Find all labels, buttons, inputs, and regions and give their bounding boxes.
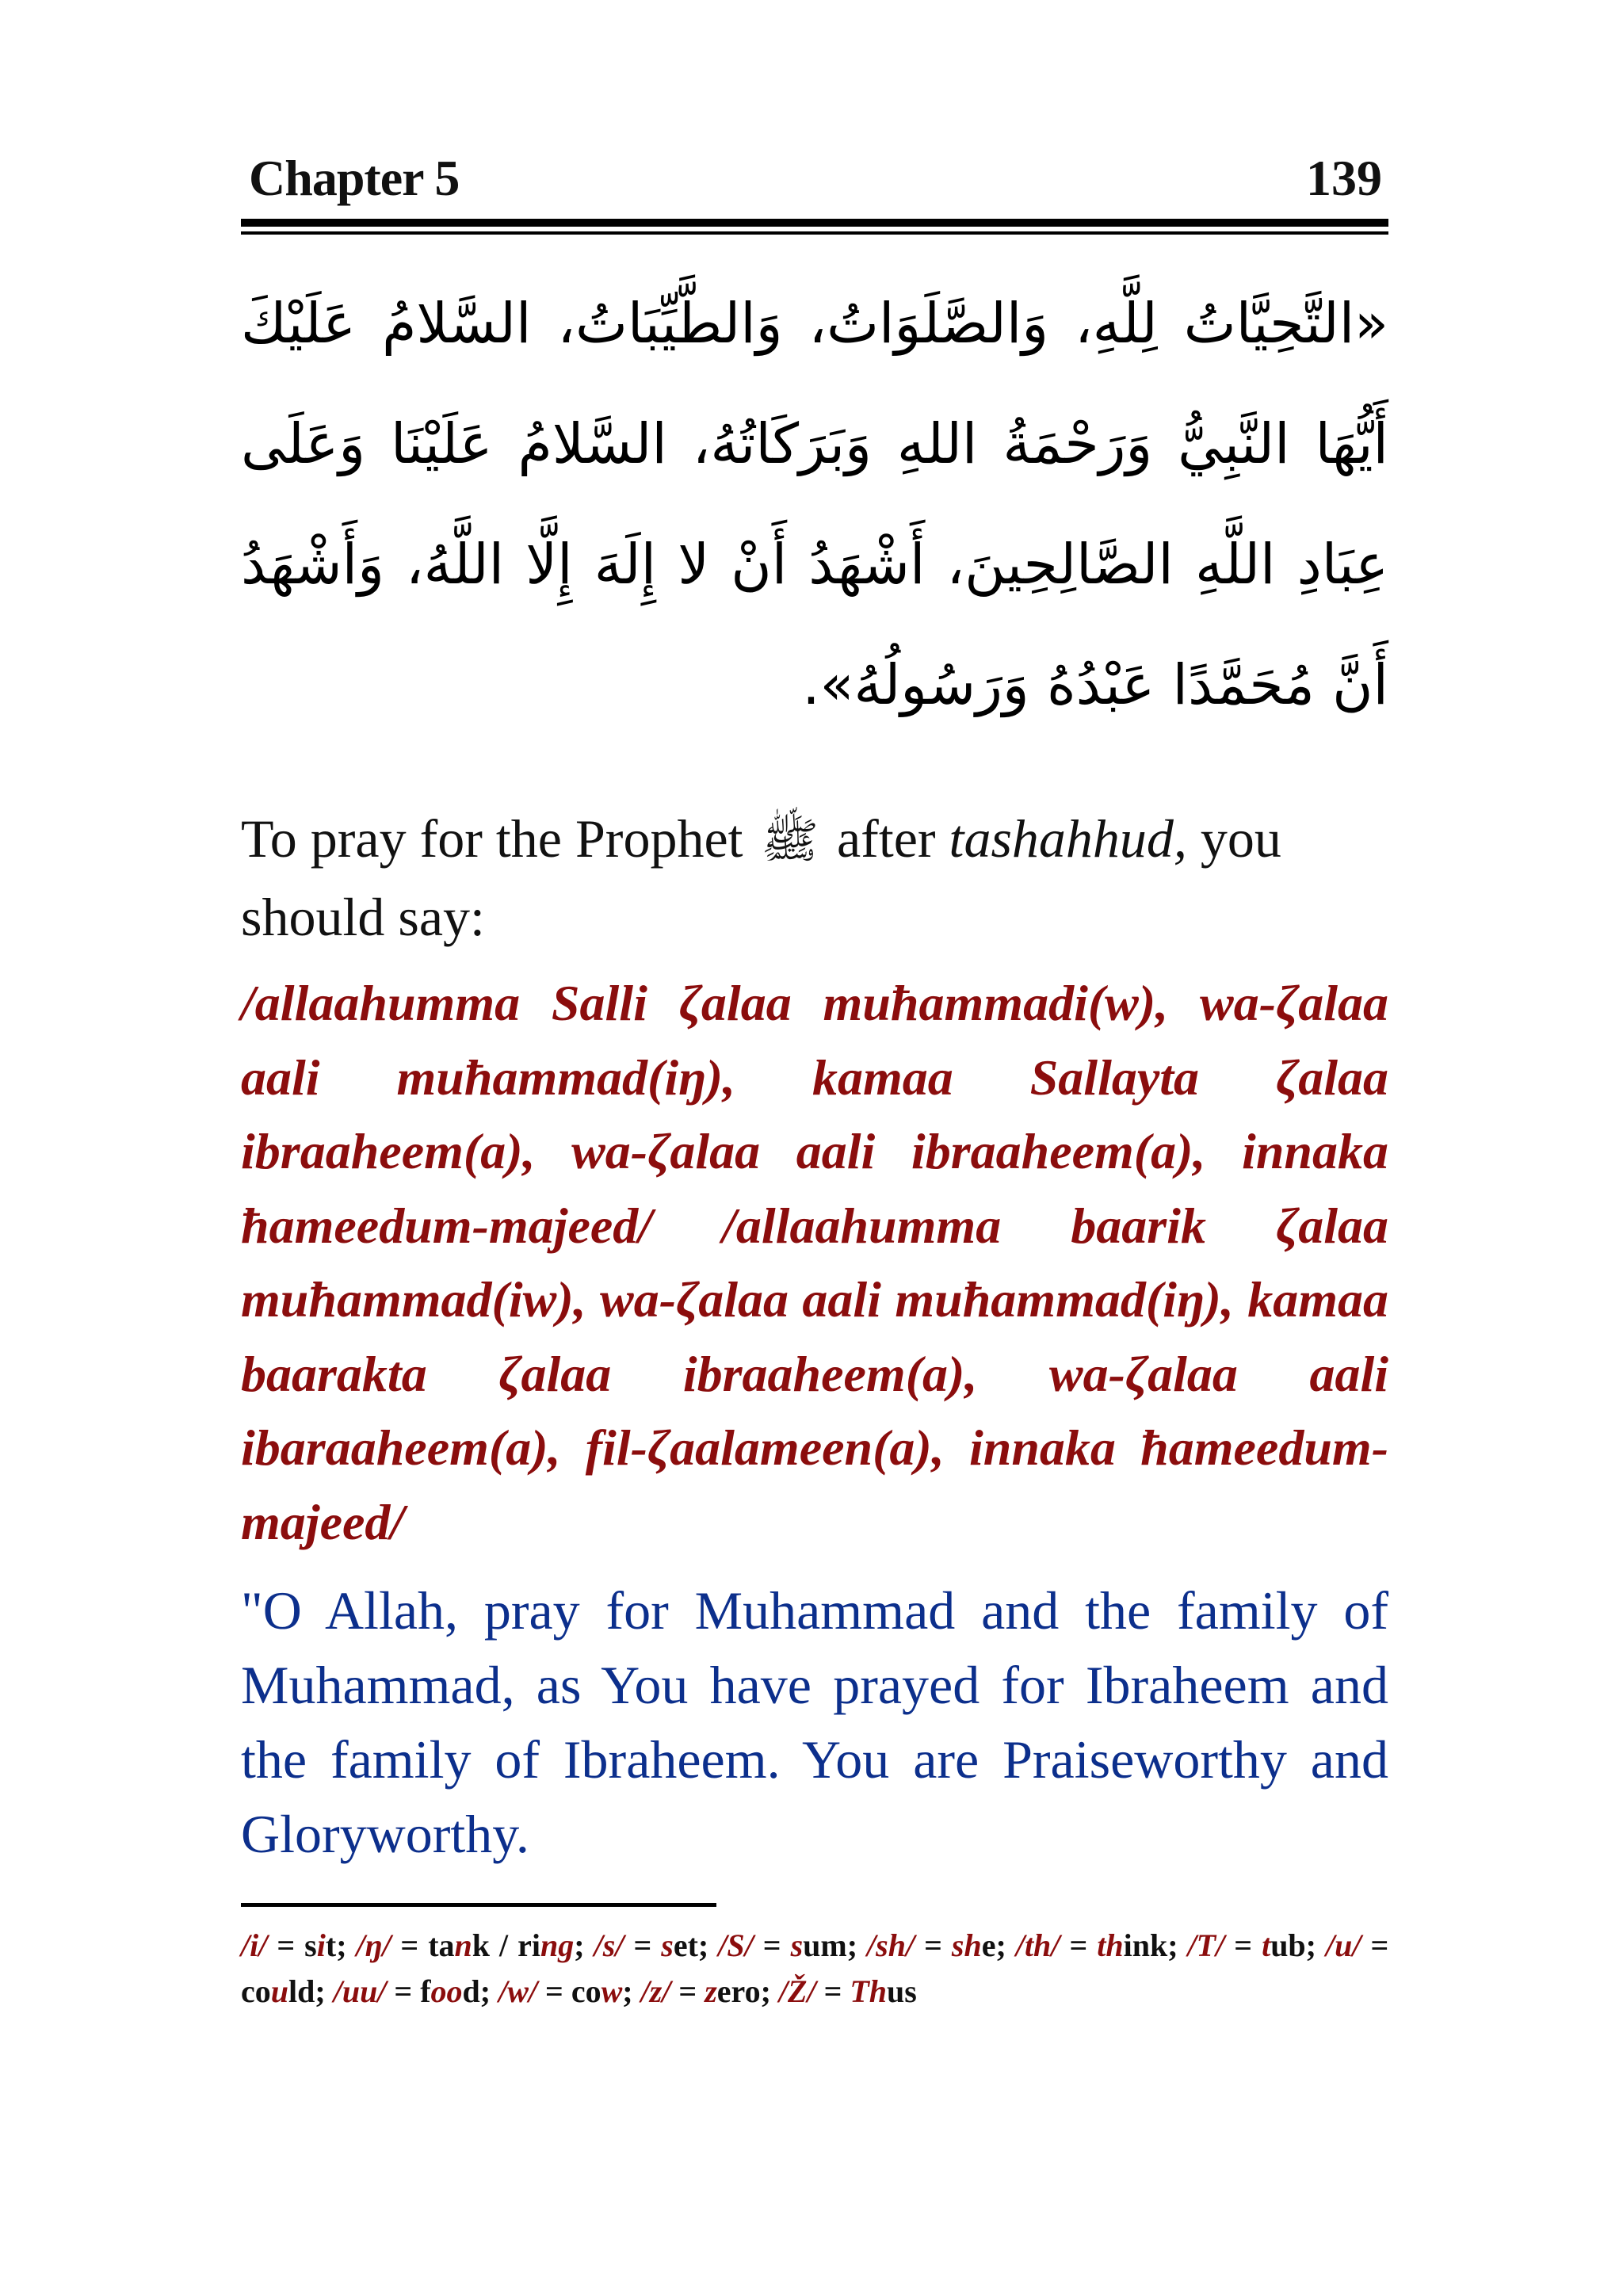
footnote-example-highlight: ng xyxy=(540,1927,575,1963)
intro-part-1: To pray for the Prophet xyxy=(241,808,743,869)
footnote-equals: = xyxy=(545,1973,563,2009)
salawat-icon: ﷺ xyxy=(761,815,819,867)
footnote-entry xyxy=(1188,1927,1316,1963)
footnote-example-highlight: s xyxy=(661,1927,674,1963)
footnote-example-highlight: n xyxy=(454,1927,472,1963)
footnote-symbol: /uu/ xyxy=(333,1973,387,2009)
footnote-example-highlight: sh xyxy=(951,1927,982,1963)
footnote-example-highlight: i xyxy=(316,1927,326,1963)
header-rule-thin xyxy=(241,231,1388,235)
footnote-entry xyxy=(867,1927,1006,1963)
footnote-example-pre: co xyxy=(241,1973,271,2009)
footnote-symbol: /z/ xyxy=(640,1973,671,2009)
footnote-symbol: /ŋ/ xyxy=(356,1927,391,1963)
intro-part-2: after xyxy=(837,808,936,869)
footnote-example-highlight: t xyxy=(1262,1927,1271,1963)
footnote-equals: = xyxy=(762,1927,781,1963)
footnote-equals: = xyxy=(1370,1927,1389,1963)
footnote-example-post: us xyxy=(887,1973,917,2009)
footnote-symbol: /w/ xyxy=(498,1973,538,2009)
page-number: 139 xyxy=(1306,150,1382,206)
transliteration-text: /allaahumma Salli ζalaa muħammadi(w), wa-ζalaa aali muħammad(iŋ), kamaa Sallayta ζalaa ibraaheem(a), wa-ζalaa aali ibraaheem(a), innaka ħameedum-majeed/ /allaahumma baarik ζalaa muħammad(iw), wa-ζalaa aali muħammad(iŋ), kamaa baarakta ζalaa ibraaheem(a), wa-ζalaa aali ibaraaheem(a), fil-ζaalameen(a), innaka ħameedum-majeed/ xyxy=(241,975,1388,1550)
footnote-example-pre: f xyxy=(420,1973,431,2009)
footnote-symbol: /sh/ xyxy=(867,1927,915,1963)
footnote-example-post: et; xyxy=(673,1927,709,1963)
footnote-example-post: ld; xyxy=(288,1973,326,2009)
footnote-symbol: /th/ xyxy=(1015,1927,1060,1963)
intro-paragraph xyxy=(241,800,1388,955)
footnote-equals: = xyxy=(277,1927,296,1963)
footnote-equals: = xyxy=(400,1927,419,1963)
footnote-equals: = xyxy=(394,1973,413,2009)
footnote-equals: = xyxy=(1069,1927,1088,1963)
footnote-entry xyxy=(594,1927,709,1963)
footnote-entry xyxy=(718,1927,857,1963)
footnote-example-post: ; xyxy=(622,1973,633,2009)
footnote-entry xyxy=(1016,1927,1178,1963)
footnote-example-post: ub; xyxy=(1270,1927,1316,1963)
footnote-equals: = xyxy=(678,1973,697,2009)
arabic-tashahhud-text: «التَّحِيَّاتُ لِلَّهِ، وَالصَّلَوَاتُ، وَالطَّيِّبَاتُ، السَّلامُ عَلَيْكَ أَيُّهَا النَّبِيُّ وَرَحْمَةُ اللهِ وَبَرَكَاتُهُ، السَّلامُ عَلَيْنَا وَعَلَى عِبَادِ اللَّهِ الصَّالِحِينَ، أَشْهَدُ أَنْ لا إِلَهَ إِلَّا اللَّهُ، وَأَشْهَدُ أَنَّ مُحَمَّدًا عَبْدُهُ وَرَسُولُهُ». xyxy=(241,291,1388,717)
footnote-example-highlight: Th xyxy=(850,1973,888,2009)
footnote-symbol: /u/ xyxy=(1326,1927,1361,1963)
footnote-example-highlight: w xyxy=(601,1973,623,2009)
footnote-example-post: t; xyxy=(325,1927,347,1963)
footnote-entry xyxy=(498,1973,632,2009)
footnote-equals: = xyxy=(823,1973,842,2009)
footnote-example-post: e; xyxy=(981,1927,1006,1963)
chapter-title: Chapter 5 xyxy=(249,150,460,206)
footnote-example-post: ero; xyxy=(716,1973,771,2009)
footnote-example-pre: ta xyxy=(428,1927,455,1963)
footnote-example-highlight: oo xyxy=(430,1973,463,2009)
footnote-example-post: ; xyxy=(574,1927,585,1963)
footnote-symbol: /s/ xyxy=(594,1927,624,1963)
footnote-divider xyxy=(241,1903,716,1907)
footnote-example-highlight: u xyxy=(270,1973,289,2009)
footnote-equals: = xyxy=(924,1927,942,1963)
footnote-equals: = xyxy=(1234,1927,1253,1963)
book-page xyxy=(241,151,1388,2015)
footnote-example-post: um; xyxy=(803,1927,858,1963)
footnote-entry xyxy=(779,1973,917,2009)
footnote-example-pre: s xyxy=(304,1927,317,1963)
footnote-entry xyxy=(241,1927,347,1963)
translation-text: "O Allah, pray for Muhammad and the family of Muhammad, as You have prayed for Ibraheem and the family of Ibraheem. You are Praiseworthy and Gloryworthy. xyxy=(241,1580,1388,1864)
header-rule-thick xyxy=(241,219,1388,227)
footnote-entry xyxy=(334,1973,491,2009)
pronunciation-footnote xyxy=(241,1923,1388,2015)
footnote-example-post: d; xyxy=(462,1973,491,2009)
footnote-symbol: /Ž/ xyxy=(778,1973,816,2009)
footnote-example-highlight: z xyxy=(705,1973,717,2009)
intro-part-3: you should say: xyxy=(241,808,1281,947)
footnote-symbol: /i/ xyxy=(241,1927,268,1963)
footnote-entry xyxy=(540,1927,585,1963)
footnote-entry xyxy=(357,1927,541,1963)
footnote-entry xyxy=(641,1973,771,2009)
footnote-example-highlight: th xyxy=(1097,1927,1124,1963)
footnote-example-pre: co xyxy=(571,1973,601,2009)
footnote-example-post: k / ri xyxy=(472,1927,541,1963)
intro-term: tashahhud, xyxy=(949,808,1187,869)
footnote-example-highlight: s xyxy=(790,1927,804,1963)
footnote-example-post: ink; xyxy=(1123,1927,1178,1963)
footnote-equals: = xyxy=(633,1927,652,1963)
page-header xyxy=(241,151,1388,214)
footnote-symbol: /S/ xyxy=(718,1927,754,1963)
footnote-symbol: /T/ xyxy=(1187,1927,1225,1963)
